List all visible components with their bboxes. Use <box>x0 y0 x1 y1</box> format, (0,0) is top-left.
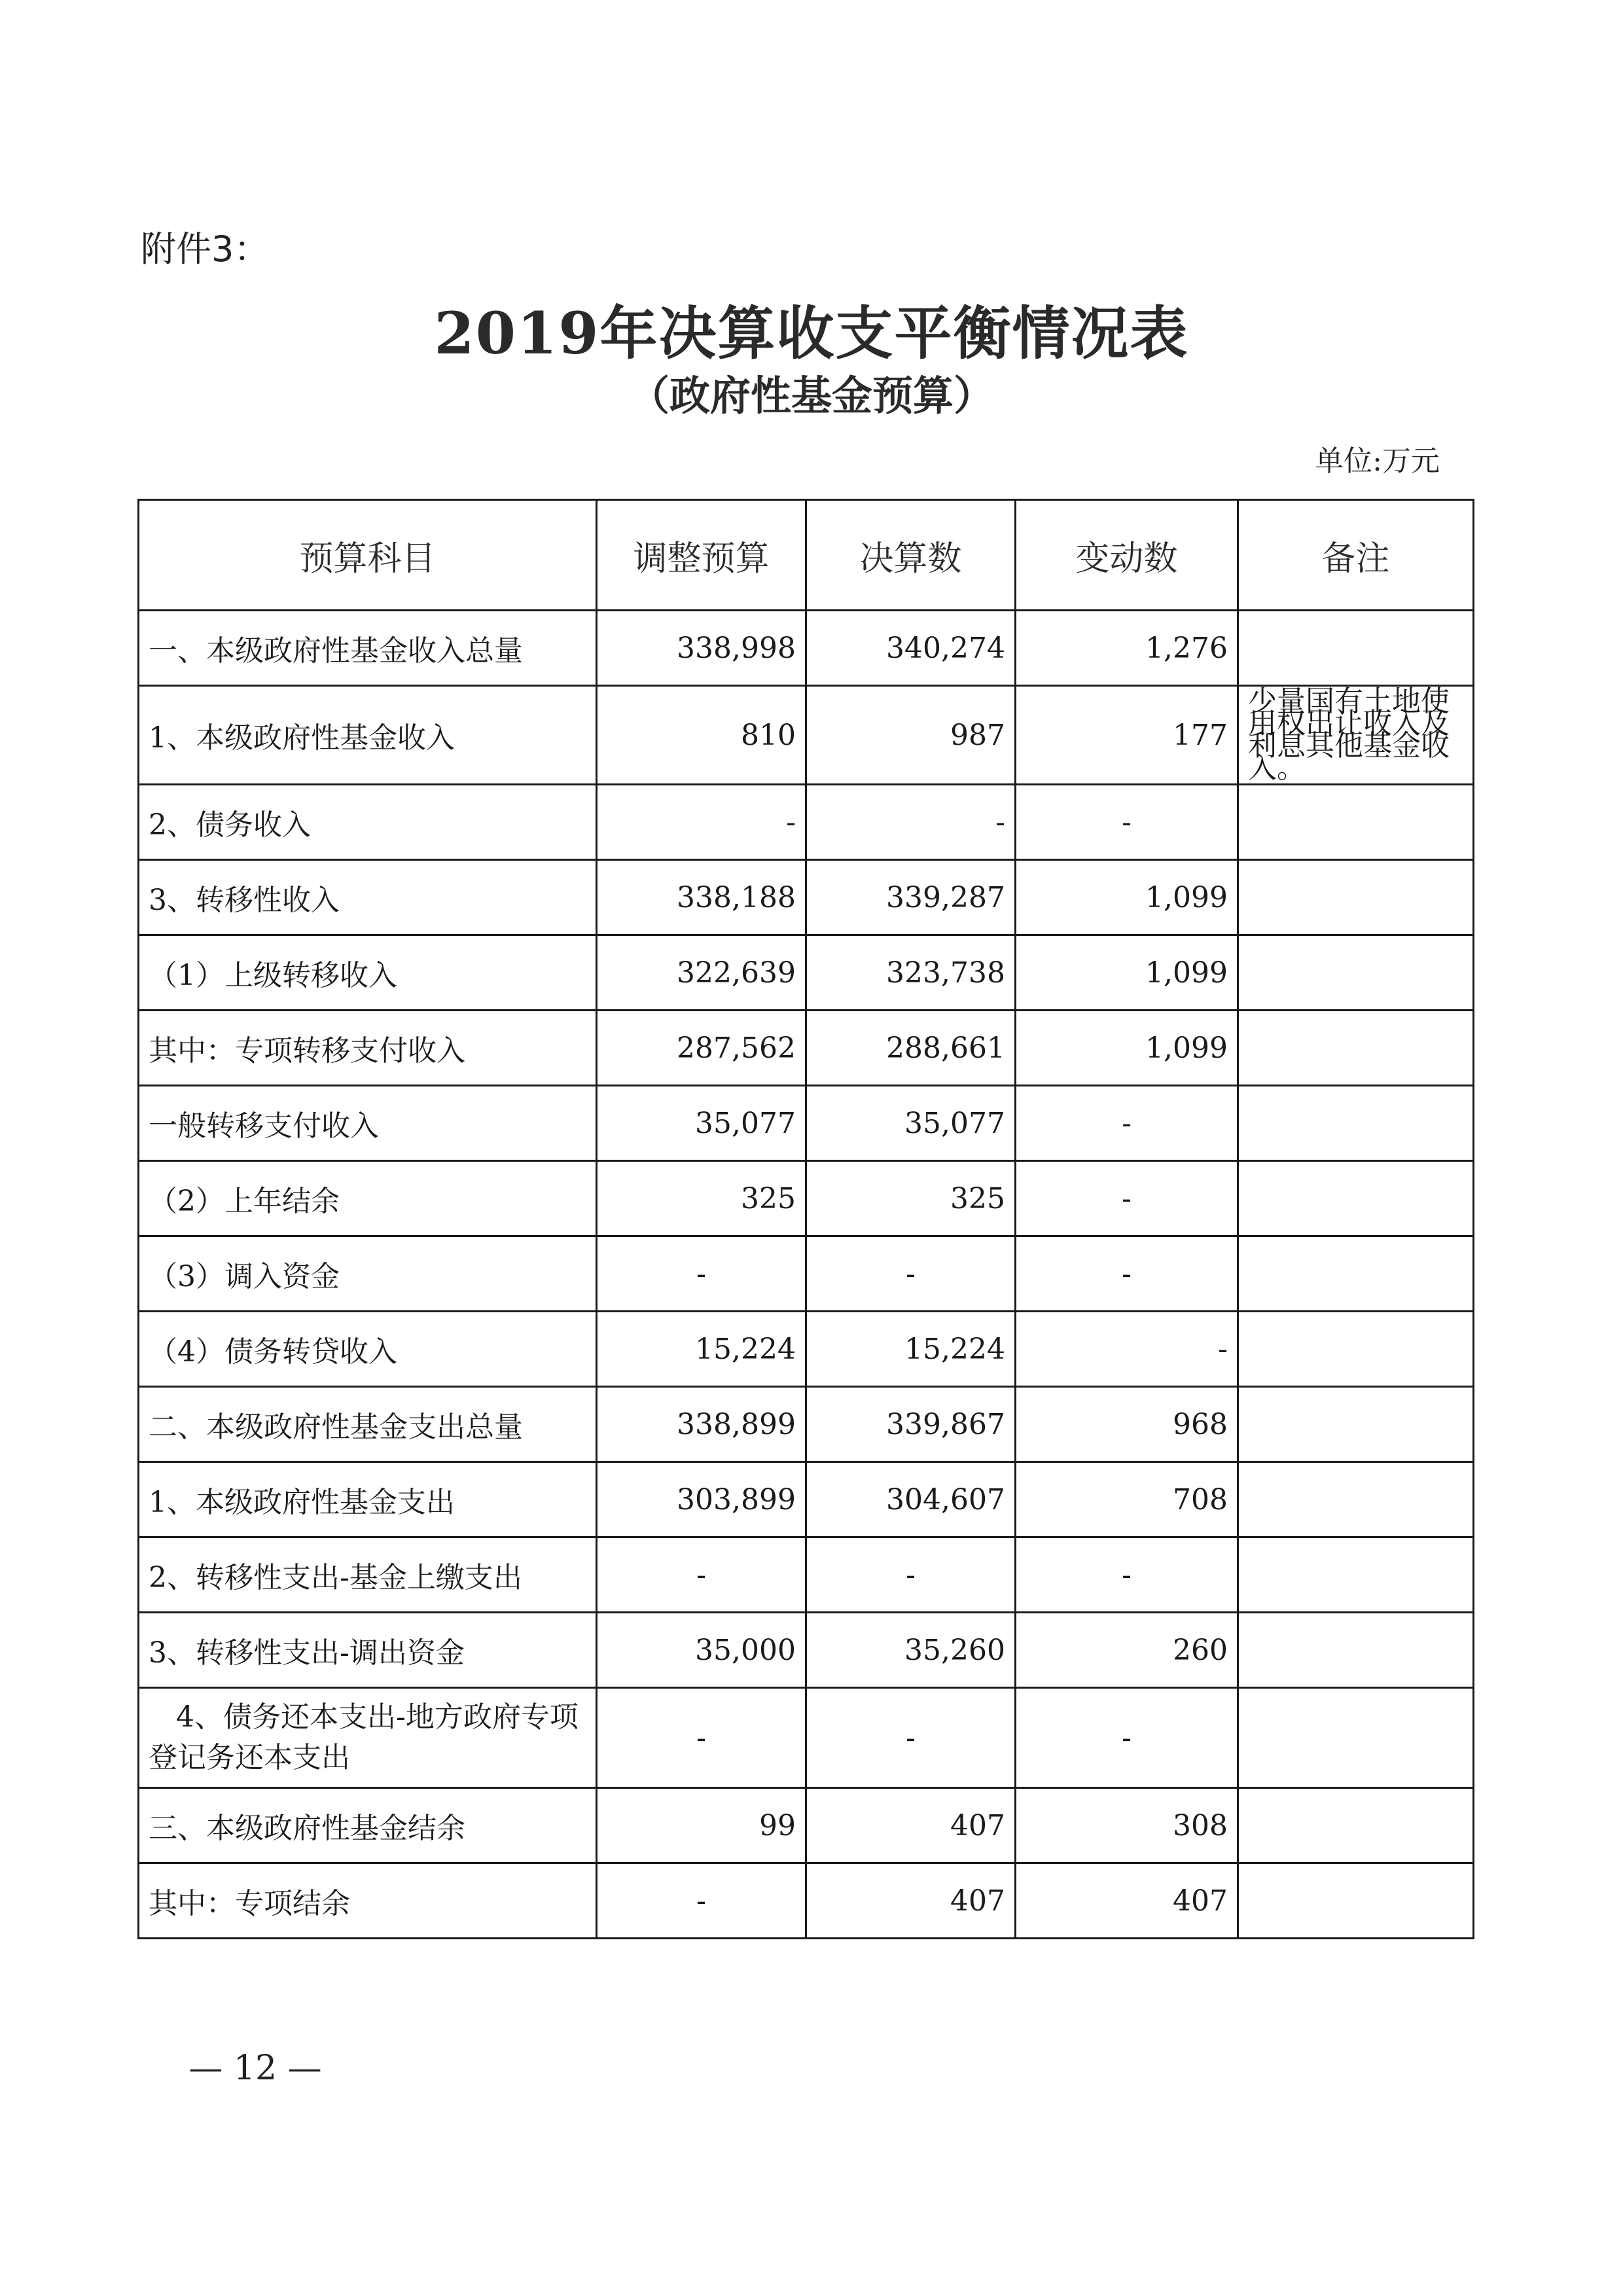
row-subject: 1、本级政府性基金收入 <box>139 686 597 785</box>
row-change: 1,099 <box>1016 1011 1238 1086</box>
row-final: 15,224 <box>806 1312 1016 1387</box>
row-adjusted: 325 <box>597 1161 806 1236</box>
page-title: 2019年决算收支平衡情况表 <box>434 299 1189 367</box>
row-final: - <box>806 1236 1016 1312</box>
row-adjusted: 35,077 <box>597 1086 806 1161</box>
row-final: 35,077 <box>806 1086 1016 1161</box>
header-change: 变动数 <box>1016 500 1238 611</box>
table-row <box>139 611 1474 686</box>
row-adjusted: 322,639 <box>597 935 806 1011</box>
row-change: - <box>1016 1312 1238 1387</box>
row-change: 308 <box>1016 1788 1238 1863</box>
row-subject: （1）上级转移收入 <box>139 935 597 1011</box>
row-note <box>1238 1086 1474 1161</box>
row-note <box>1238 1688 1474 1788</box>
row-note <box>1238 1011 1474 1086</box>
row-change: - <box>1016 1086 1238 1161</box>
table-row <box>139 1161 1474 1236</box>
row-change: 1,276 <box>1016 611 1238 686</box>
header-note: 备注 <box>1238 500 1474 611</box>
table-row <box>139 686 1474 785</box>
table-row <box>139 1788 1474 1863</box>
row-note <box>1238 1312 1474 1387</box>
row-adjusted: 287,562 <box>597 1011 806 1086</box>
row-adjusted: 35,000 <box>597 1613 806 1688</box>
row-final: - <box>806 785 1016 860</box>
row-subject: 2、转移性支出-基金上缴支出 <box>139 1537 597 1613</box>
row-final: 987 <box>806 686 1016 785</box>
unit-label: 单位:万元 <box>1315 444 1440 478</box>
row-adjusted: - <box>597 785 806 860</box>
row-final: 407 <box>806 1788 1016 1863</box>
row-adjusted: - <box>597 1537 806 1613</box>
row-note <box>1238 860 1474 935</box>
row-note: 少量国有土地使用权出让收入及利息其他基金收入。 <box>1238 686 1474 785</box>
table-row <box>139 860 1474 935</box>
table-row <box>139 1236 1474 1312</box>
row-note <box>1238 1387 1474 1462</box>
row-change: 1,099 <box>1016 860 1238 935</box>
row-change: - <box>1016 1537 1238 1613</box>
header-adjusted-budget: 调整预算 <box>597 500 806 611</box>
row-change: 1,099 <box>1016 935 1238 1011</box>
row-note <box>1238 1788 1474 1863</box>
row-subject: 二、本级政府性基金支出总量 <box>139 1387 597 1462</box>
table-row <box>139 1011 1474 1086</box>
row-change: 407 <box>1016 1863 1238 1939</box>
row-subject: 2、债务收入 <box>139 785 597 860</box>
row-final: 339,287 <box>806 860 1016 935</box>
attachment-label: 附件3： <box>141 228 270 270</box>
row-change: - <box>1016 1236 1238 1312</box>
row-subject: （3）调入资金 <box>139 1236 597 1312</box>
row-adjusted: - <box>597 1688 806 1788</box>
row-change: - <box>1016 1688 1238 1788</box>
row-note <box>1238 611 1474 686</box>
row-subject: 一、本级政府性基金收入总量 <box>139 611 597 686</box>
row-change: 708 <box>1016 1462 1238 1537</box>
row-adjusted: 99 <box>597 1788 806 1863</box>
row-final: - <box>806 1688 1016 1788</box>
row-final: 35,260 <box>806 1613 1016 1688</box>
budget-balance-table <box>137 499 1474 1939</box>
row-change: - <box>1016 785 1238 860</box>
table-row <box>139 1462 1474 1537</box>
row-change: 260 <box>1016 1613 1238 1688</box>
row-subject: 三、本级政府性基金结余 <box>139 1788 597 1863</box>
row-final: 340,274 <box>806 611 1016 686</box>
row-subject: 其中：专项结余 <box>139 1863 597 1939</box>
row-adjusted: 338,899 <box>597 1387 806 1462</box>
table-row <box>139 1863 1474 1939</box>
table-row <box>139 1086 1474 1161</box>
row-subject: 3、转移性收入 <box>139 860 597 935</box>
row-change: 177 <box>1016 686 1238 785</box>
row-adjusted: 15,224 <box>597 1312 806 1387</box>
row-final: 339,867 <box>806 1387 1016 1462</box>
row-adjusted: 810 <box>597 686 806 785</box>
row-note <box>1238 785 1474 860</box>
row-final: 323,738 <box>806 935 1016 1011</box>
row-subject: （4）债务转贷收入 <box>139 1312 597 1387</box>
header-subject: 预算科目 <box>139 500 597 611</box>
page-subtitle: （政府性基金预算） <box>628 372 994 420</box>
row-adjusted: - <box>597 1863 806 1939</box>
table-row <box>139 1537 1474 1613</box>
table-row <box>139 935 1474 1011</box>
row-subject: 1、本级政府性基金支出 <box>139 1462 597 1537</box>
page-number: — 12 — <box>188 2049 322 2088</box>
row-subject: 其中：专项转移支付收入 <box>139 1011 597 1086</box>
header-final-amount: 决算数 <box>806 500 1016 611</box>
row-final: - <box>806 1537 1016 1613</box>
row-final: 304,607 <box>806 1462 1016 1537</box>
row-adjusted: 338,998 <box>597 611 806 686</box>
table-row <box>139 785 1474 860</box>
row-note <box>1238 1613 1474 1688</box>
row-note <box>1238 1236 1474 1312</box>
row-subject: （2）上年结余 <box>139 1161 597 1236</box>
row-final: 407 <box>806 1863 1016 1939</box>
table-row <box>139 1312 1474 1387</box>
row-final: 288,661 <box>806 1011 1016 1086</box>
row-subject: 3、转移性支出-调出资金 <box>139 1613 597 1688</box>
table-header-row <box>139 500 1474 611</box>
row-final: 325 <box>806 1161 1016 1236</box>
table-row <box>139 1688 1474 1788</box>
row-note <box>1238 1161 1474 1236</box>
row-adjusted: - <box>597 1236 806 1312</box>
row-note <box>1238 1537 1474 1613</box>
row-note <box>1238 1863 1474 1939</box>
row-change: 968 <box>1016 1387 1238 1462</box>
row-adjusted: 338,188 <box>597 860 806 935</box>
table-row <box>139 1613 1474 1688</box>
row-adjusted: 303,899 <box>597 1462 806 1537</box>
table-row <box>139 1387 1474 1462</box>
row-subject: 4、债务还本支出-地方政府专项登记务还本支出 <box>139 1688 597 1788</box>
row-note <box>1238 935 1474 1011</box>
row-change: - <box>1016 1161 1238 1236</box>
row-note <box>1238 1462 1474 1537</box>
row-subject: 一般转移支付收入 <box>139 1086 597 1161</box>
